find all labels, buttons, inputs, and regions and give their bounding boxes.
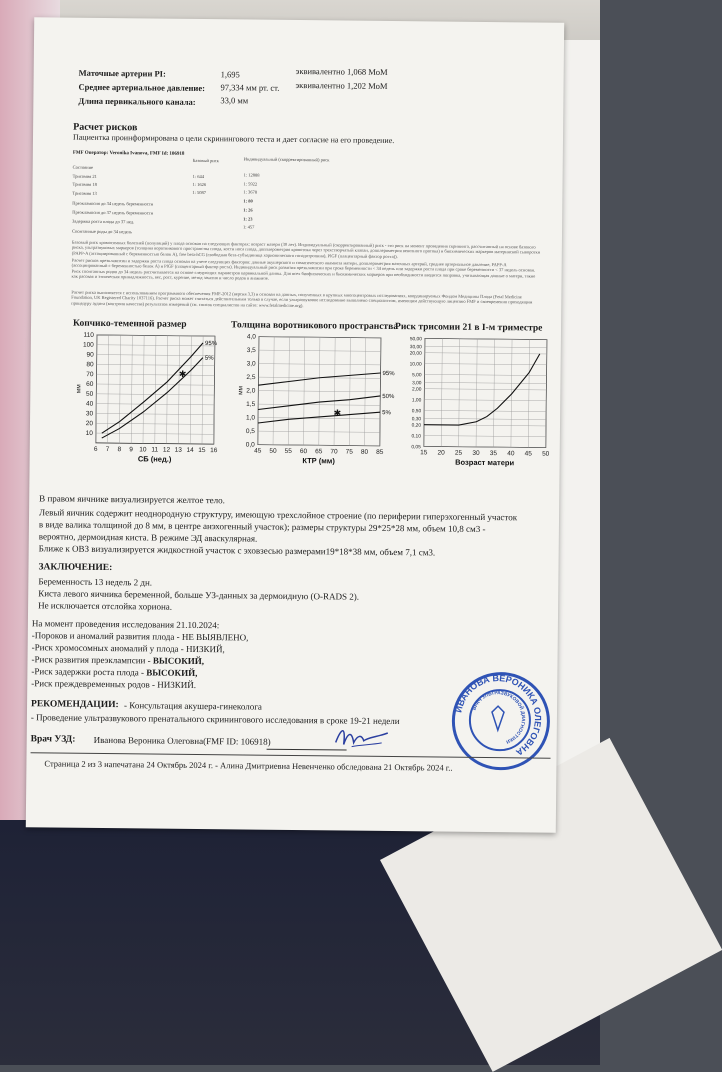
recommendation-line: - Проведение ультразвукового пренатального скринингового исследования в сроке 19-21 недели (30, 712, 400, 727)
y-tick-label: 1,5 (246, 400, 256, 409)
exam-item-value: НИЗКИЙ, (186, 643, 225, 655)
x-tick-label: 13 (174, 446, 182, 454)
chart-title: Риск трисомии 21 в I-м триместре (394, 322, 543, 334)
risk-name: Преэклампсия до 34 недель беременности (72, 200, 154, 207)
y-tick-label: 0,5 (245, 427, 255, 436)
exam-item-text: -Пороков и аномалий развития плода - (31, 630, 182, 642)
grid-line (167, 336, 168, 444)
grid-line (425, 338, 547, 339)
x-axis-label: Возраст матери (455, 457, 515, 468)
risk-name: Задержка роста плода до 37 нед. (72, 218, 135, 225)
y-tick-label: 0,30 (411, 417, 422, 423)
x-tick-label: 55 (284, 447, 292, 455)
x-tick-label: 8 (117, 446, 122, 454)
y-tick-label: 5,00 (412, 373, 422, 379)
y-tick-label: 0,0 (245, 441, 255, 449)
y-tick-label: 80 (86, 361, 94, 369)
risk-name: Трисомия 18 (72, 181, 97, 187)
y-tick-label: 60 (86, 380, 94, 388)
grid-line (108, 335, 109, 443)
y-tick-label: 50 (86, 390, 94, 398)
y-tick-label: 100 (82, 341, 94, 349)
grid-line (424, 389, 546, 390)
exam-item (31, 678, 196, 690)
x-tick-label: 16 (210, 447, 218, 455)
risk-individual: 1: 26 (243, 207, 253, 213)
series-label: 95% (205, 340, 218, 348)
x-tick-label: 15 (198, 446, 206, 455)
conclusion-title: ЗАКЛЮЧЕНИЕ: (38, 562, 113, 574)
y-tick-label: 2,00 (412, 387, 422, 393)
x-tick-label: 20 (437, 449, 445, 457)
x-tick-label: 7 (105, 446, 110, 454)
exam-item-value: ВЫСОКИЙ, (146, 667, 198, 678)
grid-line (425, 364, 547, 365)
grid-line (441, 339, 442, 447)
x-tick-label: 75 (345, 448, 353, 456)
x-tick-label: 45 (524, 450, 532, 458)
t21-chart-svg (381, 322, 558, 479)
finding-line: В правом яичнике визуализируется желтое тело. (39, 493, 225, 506)
grid-line (425, 353, 547, 354)
y-tick-label: 3,5 (246, 346, 256, 355)
y-tick-label: 3,0 (246, 360, 256, 368)
y-tick-label: 1,0 (245, 414, 256, 422)
x-axis-label: КТР (мм) (302, 456, 335, 466)
series-label: 5% (382, 410, 391, 417)
x-tick-label: 70 (330, 448, 338, 456)
exam-item-value: ВЫСОКИЙ, (152, 655, 205, 667)
x-tick-label: 35 (489, 450, 498, 458)
grid-line (424, 436, 546, 437)
risk-name: Преэклампсия до 37 недель беременности (72, 209, 154, 216)
series-label: 5% (204, 355, 214, 362)
grid-line (493, 339, 494, 447)
chart-title: Копчико-теменной размер (72, 318, 187, 330)
risk-individual: 1: 80 (243, 198, 253, 204)
y-tick-label: 1,00 (411, 398, 422, 404)
y-tick-label: 0,05 (411, 445, 421, 451)
y-axis-label: мм (237, 385, 245, 395)
metric-value: 33,0 мм (220, 95, 249, 106)
y-tick-label: 2,0 (246, 387, 256, 395)
y-tick-label: 20,00 (409, 351, 422, 357)
x-tick-label: 11 (151, 446, 159, 454)
grid-line (424, 418, 546, 419)
x-axis-label: СБ (нед.) (137, 454, 172, 464)
risk-individual: 1: 3678 (243, 189, 258, 195)
grid-line (190, 336, 191, 444)
grid-line (424, 410, 546, 411)
conclusion-line: Не исключается отслойка хориона. (38, 600, 173, 612)
y-tick-label: 70 (86, 371, 94, 379)
x-tick-label: 9 (129, 446, 133, 454)
series-line (102, 357, 203, 440)
grid-line (119, 335, 120, 443)
doctor-name: Иванова Вероника Олеговна(FMF ID: 106918) (93, 734, 271, 747)
report-page (26, 17, 564, 833)
x-tick-label: 15 (420, 449, 428, 457)
svg-text:ИВАНОВА ВЕРОНИКА ОЛЕГОВНА: ИВАНОВА ВЕРОНИКА ОЛЕГОВНА (453, 673, 543, 758)
exam-item (32, 642, 225, 654)
recommendations-title: РЕКОМЕНДАЦИИ: (31, 699, 119, 711)
y-tick-label: 50,00 (409, 337, 422, 343)
fine-print: Расчет риска выполняется с использованием программного обеспечения FMF-2012 (версия 3,3) и основан на данных, полученных в крупных многоцентровых исследованиях, координируемых Фондом Медицины Плода (Fetal Medicine Foundation, UK Registered Charity 1037116). Расчет риска может считаться действительным только в случае, если ультразвуковое исследование выполнено специалистом, имеющим действующую лицензию FMF и своевременно проходящим процедуру аудита (контроля качества) результатов измерений (см. список специалистов на сайте: www.fetalmedicine.org). (71, 289, 533, 308)
signature-image (332, 722, 392, 753)
risk-name: Трисомия 13 (72, 190, 97, 196)
stamp-text (451, 672, 544, 765)
chart-title: Толщина воротникового пространства (230, 320, 399, 333)
finding-line: в виде валика толщиной до 8 мм, в центре анэхогенный участок); размеры структуры 29*25*28 мм, объем 10,8 см3 - (38, 519, 486, 534)
grid-line (424, 400, 546, 401)
y-tick-label: 0,20 (411, 423, 422, 429)
x-tick-label: 85 (376, 448, 384, 456)
exam-item (32, 630, 249, 642)
t21-chart (381, 322, 558, 479)
x-tick-label: 30 (472, 449, 480, 457)
exam-item-value: НЕ ВЫЯВЛЕНО, (181, 631, 249, 643)
metric-equiv: эквивалентно 1,068 MoM (295, 65, 388, 77)
exam-item-text: -Риск хромосомных аномалий у плода - (31, 642, 187, 654)
risk-individual: 1: 5922 (243, 181, 258, 187)
y-tick-label: 4,0 (246, 333, 256, 341)
crl-chart (57, 319, 229, 476)
fine-print: Базовый риск хромосомных болезней (популяций) у плода основан на следующих факторах: возраст матери (30 лет). Индивидуальный (скорректированный) риск - это риск на момент проведения скрининга, рассчитанный на основе базового риска, ультразвуковых маркеров (толщина воротникового пространства плода, кости носа плода, допплерометрия кровотока через трехстворчатый клапан, допплерометрия венозного протока) и биохимических маркеров материнской сыворотки (PAPP-A (ассоциированный с беременностью белок А), free beta-hCG (свободная бета-субъединица хорионического гонадотропина), PlGF (плацентарный фактор роста)). (71, 239, 541, 259)
risk-table (72, 151, 393, 240)
x-tick-label: 40 (507, 450, 515, 458)
risk-base: 1: 5087 (192, 189, 207, 196)
patient-point-marker: ✱ (333, 409, 342, 420)
y-tick-label: 10 (85, 429, 93, 438)
grid-line (155, 336, 156, 444)
metric-value: 97,334 мм рт. ст. (220, 82, 280, 93)
risk-name: Состояние (72, 164, 94, 170)
x-tick-label: 10 (139, 446, 147, 454)
grid-line (424, 382, 546, 383)
x-tick-label: 50 (542, 450, 550, 458)
risk-column-header: Базовый риск (192, 157, 219, 164)
y-tick-label: 0,50 (411, 409, 422, 415)
finding-line: Левый яичник содержит неоднородную структуру, имеющую трехслойное строение (по периферии гиперэхогенный участок (39, 507, 518, 523)
finding-line: вероятно, дермоидная киста. В режиме ЭД аваскулярная. (38, 531, 258, 544)
nt-chart (219, 320, 399, 477)
x-tick-label: 65 (315, 448, 323, 456)
y-tick-label: 10,00 (409, 362, 422, 368)
y-tick-label: 20 (85, 420, 94, 428)
risk-base: 1: 644 (192, 173, 205, 180)
grid-line (178, 336, 179, 444)
exam-item-value: НИЗКИЙ. (157, 679, 197, 690)
x-tick-label: 80 (360, 448, 369, 456)
metric-value: 1,695 (220, 69, 240, 80)
metric-label: Маточные артерии PI: (78, 67, 166, 79)
y-tick-label: 40 (85, 400, 94, 408)
grid-line (131, 335, 132, 443)
operator-label: FMF Оператор: Veronika Ivanova, FMF Id: 106918 (72, 150, 185, 157)
grid-line (143, 335, 144, 443)
x-tick-label: 25 (454, 449, 463, 457)
x-tick-label: 50 (269, 447, 277, 455)
metric-label: Среднее артериальное давление: (78, 81, 206, 94)
risk-name: Трисомия 21 (72, 173, 97, 179)
risk-subtitle: Пациентка проинформирована о цели скринингового теста и дает согласие на его проведение. (72, 132, 395, 146)
exam-item-text: -Риск преждевременных родов - (31, 678, 158, 690)
y-tick-label: 2,5 (246, 373, 256, 382)
svg-text:ВРАЧ УЛЬТРАЗВУКОВОЙ ДИАГНОСТИК: ВРАЧ УЛЬТРАЗВУКОВОЙ ДИАГНОСТИКИ (472, 691, 525, 744)
exam-item (31, 666, 197, 678)
exam-item (31, 654, 204, 666)
metric-label: Длина первикального канала: (78, 95, 196, 107)
crl-chart-svg (57, 319, 229, 476)
nt-chart-svg (219, 320, 395, 477)
risk-individual: 1: 12888 (243, 172, 260, 178)
grid-line (476, 339, 477, 447)
grid-line (202, 336, 203, 444)
grid-line (528, 339, 529, 447)
y-tick-label: 0,10 (411, 434, 421, 440)
risk-base: 1: 1626 (192, 181, 207, 188)
x-tick-label: 60 (299, 448, 308, 456)
risk-title: Расчет рисков (73, 121, 138, 134)
recommendation-line: - Консультация акушера-гинеколога (124, 700, 262, 712)
y-tick-label: 30,00 (409, 345, 422, 351)
exam-date-line: На момент проведения исследования 21.10.2024: (31, 618, 220, 631)
conclusion-line: Киста левого яичника беременной, больше УЗ-данных за дермоидную (O-RADS 2). (38, 588, 360, 602)
exam-item-text: -Риск развития преэклампсии - (31, 654, 153, 666)
metric-equiv: эквивалентно 1,202 MoM (295, 79, 388, 91)
x-tick-label: 45 (254, 447, 262, 455)
grid-line (459, 339, 460, 447)
y-tick-label: 110 (83, 331, 94, 339)
y-tick-label: 90 (86, 351, 94, 359)
doctor-label: Врач УЗД: (30, 734, 76, 745)
y-tick-label: 3,00 (412, 381, 422, 387)
risk-name: Спонтанные роды до 34 недель (71, 228, 133, 235)
risk-individual: 1: 23 (243, 216, 253, 222)
x-tick-label: 6 (93, 445, 98, 453)
x-tick-label: 12 (162, 446, 171, 454)
grid-line (424, 446, 546, 447)
series-label: 50% (382, 393, 395, 401)
page-footer: Страница 2 из 3 напечатана 24 Октябрь 2024 г. - Алина Дмитриевна Невенченко обследована 21 Октябрь 2024 г.. (44, 758, 453, 773)
risk-column-header: Индивидуальный (скорректированный) риск (243, 156, 330, 163)
conclusion-line: Беременность 13 недель 2 дн. (38, 576, 153, 588)
x-tick-label: 14 (186, 446, 194, 454)
patient-point-marker: ✱ (178, 370, 187, 381)
risk-individual: 1: 457 (243, 224, 255, 230)
grid-line (425, 346, 547, 347)
series-label: 95% (382, 371, 395, 378)
finding-line: Ближе к ОВЗ визуализируется жидкостной участок с эховзесью размерами19*18*38 мм, объем 7,1 см3. (38, 543, 436, 558)
fine-print: Расчет рисков преэклампсии и задержки роста плода основан на учете следующих факторов: данные акушерского и соматического анамнеза матери, допплерометрия маточных артерий, среднее артериальное давление, PAPP-A (ассоциированный с беременностью белок А) и PlGF (плацентарный фактор роста). Индивидуальный риск развития преэклампсии при сроке беременности < 34 недель или задержки роста плода при сроке беременности < 37 недель основан. Риск спонтанных родов до 34 недель рассчитывается на основе следующих параметров цервикальной длины. Для всех биофизических и биохимических маркеров при необходимости вводится поправка, учитывающая данные о матери, такие как расовая и этническая принадлежность, вес, рост, курение, метод зачатия и число родов в анамнезе. (71, 257, 536, 281)
y-axis-label: мм (75, 384, 83, 394)
y-tick-label: 30 (85, 410, 94, 418)
exam-item-text: -Риск задержки роста плода - (31, 666, 147, 678)
